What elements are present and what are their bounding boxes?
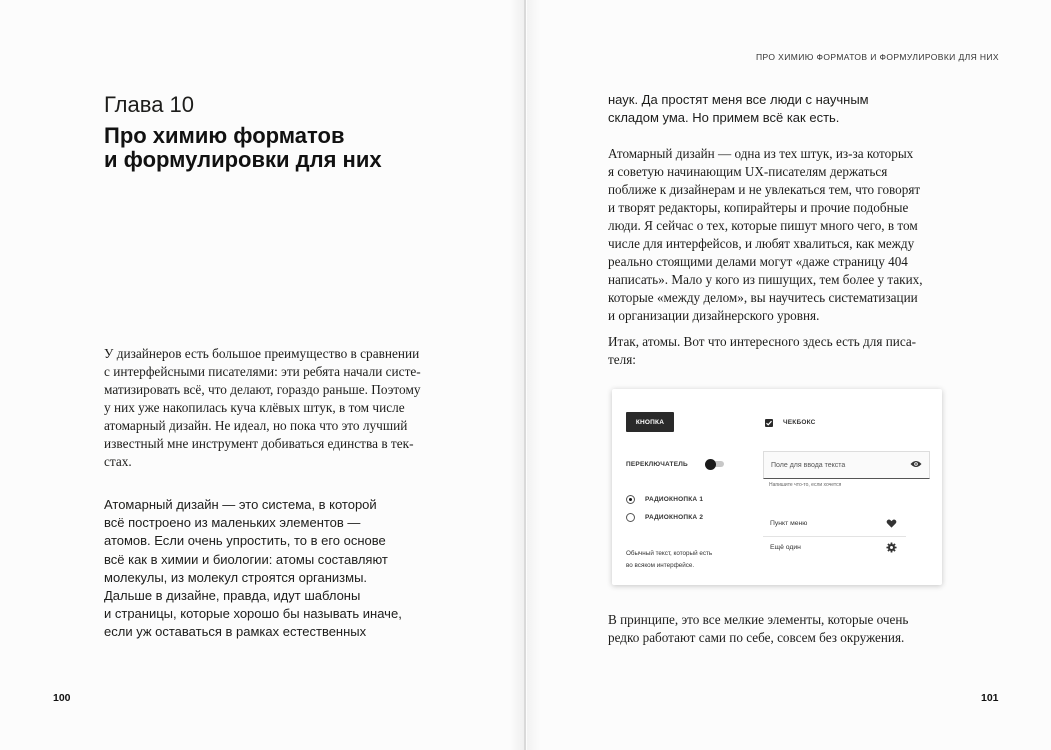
checkbox-label: ЧЕКБОКС	[783, 419, 816, 426]
chapter-title-line: Про химию форматов	[104, 123, 345, 148]
text-line: наук. Да простят меня все люди с научным	[608, 92, 869, 107]
text-line: у них уже накопилась куча клёвых штук, в том числе	[104, 400, 405, 415]
sample-button[interactable]: КНОПКА	[626, 412, 674, 432]
eye-icon[interactable]	[910, 460, 922, 468]
text-line: Атомарный дизайн — одна из тех штук, из-за которых	[608, 146, 914, 161]
text-field-placeholder: Поле для ввода текста	[771, 462, 846, 469]
text-line: матизировать всё, что делают, гораздо раньше. Поэтому	[104, 382, 421, 397]
definition-paragraph	[104, 496, 402, 642]
text-line: и страницы, которые хорошо бы называть иначе,	[104, 606, 402, 622]
intro-paragraph	[104, 345, 421, 471]
text-line: я советую начинающим UX-писателям держаться	[608, 164, 888, 179]
atomic-design-paragraph	[608, 145, 923, 325]
text-line: Итак, атомы. Вот что интересного здесь есть для писа-	[608, 334, 917, 349]
ui-elements-illustration	[612, 389, 942, 585]
chapter-title-line: и формулировки для них	[104, 147, 382, 172]
text-line: люди. Я сейчас о тех, которые пишут много чего, в том	[608, 218, 918, 233]
text-line: если уж оставаться в рамках естественных	[104, 624, 367, 640]
sample-radio-2[interactable]	[626, 513, 635, 522]
running-head: ПРО ХИМИЮ ФОРМАТОВ И ФОРМУЛИРОВКИ ДЛЯ НИХ	[755, 52, 999, 62]
text-line: с интерфейсными писателями: эти ребята начали систе-	[104, 364, 421, 379]
text-line: складом ума. Но примем всё как есть.	[608, 110, 840, 126]
text-line: Обычный текст, который есть	[626, 550, 713, 557]
text-line: во всяком интерфейсе.	[626, 562, 695, 569]
page-number-left: 100	[53, 692, 71, 704]
chapter-title	[104, 124, 464, 172]
gear-icon[interactable]	[886, 542, 897, 553]
text-line: атомарный дизайн. Не идеал, но пока что это лучший	[104, 418, 408, 433]
sample-body-text	[626, 548, 756, 572]
book-gutter	[524, 0, 526, 750]
closing-paragraph	[608, 611, 908, 647]
text-line: поближе к дизайнерам и не увлекаться тем, что говорят	[608, 182, 921, 197]
text-line: атомов. Если очень упростить, то в его основе	[104, 533, 386, 549]
text-line: Атомарный дизайн — это система, в которой	[104, 497, 377, 512]
sample-radio-1[interactable]	[626, 495, 635, 504]
gutter-shadow-left	[510, 0, 524, 750]
text-line: известный мне инструмент добиваться единства в тек-	[104, 436, 414, 451]
switch-knob[interactable]	[705, 459, 716, 470]
check-icon	[765, 419, 773, 427]
continuation-paragraph	[608, 91, 869, 127]
chapter-number: Глава 10	[104, 92, 195, 117]
heart-icon[interactable]	[886, 518, 897, 529]
sample-menu-item-1[interactable]: Пункт меню	[770, 520, 808, 527]
text-line: теля:	[608, 352, 636, 367]
text-line: всё как в химии и биологии: атомы составляют	[104, 551, 388, 567]
text-line: и организации дизайнерского уровня.	[608, 308, 820, 323]
radio-1-label: РАДИОКНОПКА 1	[645, 496, 704, 503]
page-number-right: 101	[981, 692, 999, 704]
text-line: редко работают сами по себе, совсем без окружения.	[608, 630, 905, 645]
text-line: числе для интерфейсов, и любят хвалиться, как между	[608, 236, 915, 251]
text-line: реально стоящими делами могут «даже страницу 404	[608, 254, 908, 269]
text-line: Дальше в дизайне, правда, идут шаблоны	[104, 588, 361, 604]
text-line: и творят редакторы, копирайтеры и прочие подобные	[608, 200, 909, 215]
text-line: молекулы, из молекул строятся организмы.	[104, 569, 368, 585]
radio-2-label: РАДИОКНОПКА 2	[645, 514, 704, 521]
text-line: У дизайнеров есть большое преимущество в сравнении	[104, 346, 420, 361]
text-line: написать». Мало у кого из пишущих, тем более у таких,	[608, 272, 923, 287]
text-line: стах.	[104, 454, 132, 469]
gutter-shadow-right	[527, 0, 541, 750]
text-line: которые «между делом», вы научитесь систематизации	[608, 290, 918, 305]
sample-menu-item-2[interactable]: Ещё один	[770, 544, 801, 551]
sample-checkbox[interactable]	[765, 419, 773, 427]
menu-divider	[763, 536, 906, 537]
atoms-intro-paragraph	[608, 333, 916, 369]
switch-label: ПЕРЕКЛЮЧАТЕЛЬ	[626, 461, 688, 468]
text-field-hint: Напишите что-то, если хочется	[769, 482, 842, 488]
text-line: всё построено из маленьких элементов —	[104, 515, 361, 531]
text-line: В принципе, это все мелкие элементы, которые очень	[608, 612, 909, 627]
